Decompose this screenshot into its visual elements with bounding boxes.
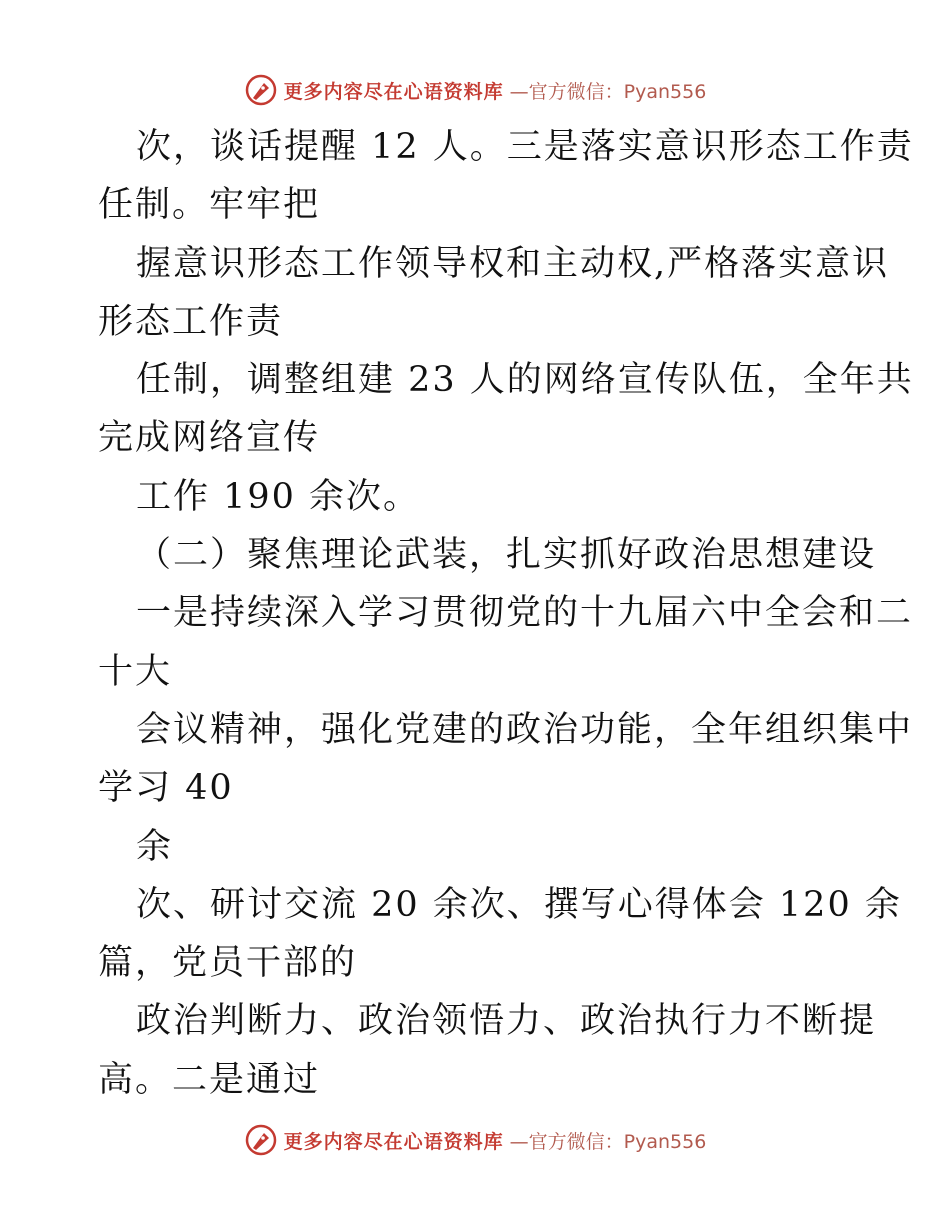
text-line: 十大 xyxy=(98,651,173,692)
text-line: 篇，党员干部的 xyxy=(98,943,358,984)
text-line: 任制。牢牢把 xyxy=(98,185,321,226)
watermark-brand-text: 更多内容尽在心语资料库 xyxy=(283,1130,504,1153)
text-line: 形态工作责 xyxy=(98,301,284,342)
watermark-contact-text: —官方微信：Pyan556 xyxy=(509,80,707,103)
text-line: 握意识形态工作领导权和主动权,严格落实意识 xyxy=(136,243,890,284)
text-line: 工作 190 余次。 xyxy=(136,476,421,517)
header-watermark xyxy=(0,70,950,110)
text-line: 完成网络宣传 xyxy=(98,418,321,459)
text-line: 次，谈话提醒 12 人。三是落实意识形态工作责 xyxy=(136,127,914,167)
watermark-brand-text: 更多内容尽在心语资料库 xyxy=(283,80,504,103)
text-line: 次、研讨交流 20 余次、撰写心得体会 120 余 xyxy=(136,884,902,925)
section-heading: （二）聚焦理论武装，扎实抓好政治思想建设 xyxy=(136,535,877,576)
text-line: 会议精神，强化党建的政治功能，全年组织集中 xyxy=(136,709,914,750)
text-line: 高。二是通过 xyxy=(98,1059,321,1100)
text-line: 学习 40 xyxy=(98,768,234,809)
text-line: 一是持续深入学习贯彻党的十九届六中全会和二 xyxy=(136,593,914,634)
pen-nib-logo-icon xyxy=(244,1123,278,1157)
document-body xyxy=(98,118,914,1109)
footer-watermark xyxy=(0,1120,950,1160)
text-line: 任制，调整组建 23 人的网络宣传队伍，全年共 xyxy=(136,360,914,401)
watermark-contact-text: —官方微信：Pyan556 xyxy=(509,1130,707,1153)
pen-nib-logo-icon xyxy=(244,73,278,107)
text-line: 政治判断力、政治领悟力、政治执行力不断提 xyxy=(136,1001,877,1042)
text-line: 余 xyxy=(136,826,174,867)
